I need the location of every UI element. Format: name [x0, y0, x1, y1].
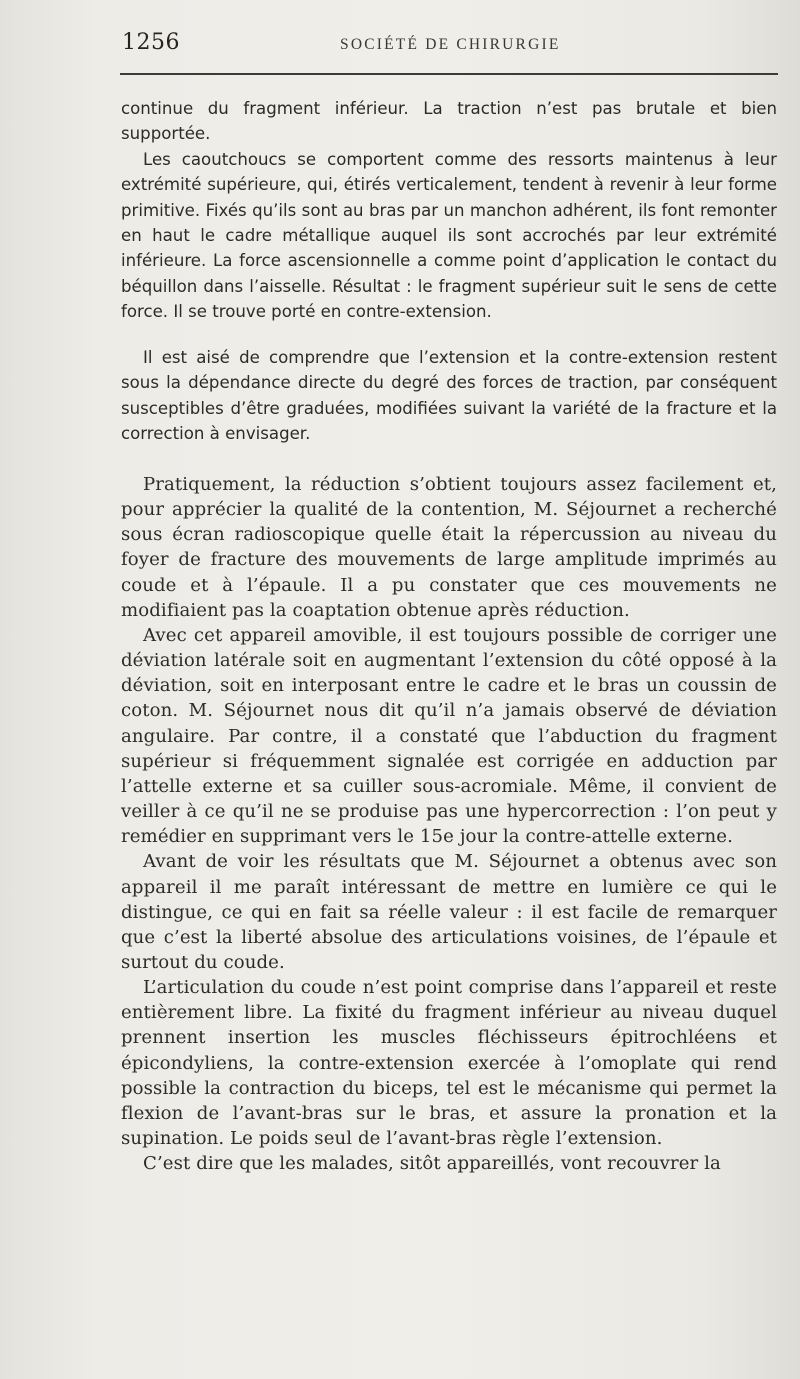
paragraph-2: Les caoutchoucs se comportent comme des ressorts maintenus à leur extrémité supérieure, qui, étirés verticalement, tendent à revenir à leur forme primitive. Fixés qu’ils sont au bras par un manchon adhérent, ils font remonter en haut le cadre métallique auquel ils sont accrochés par leur extrémité inférieure. La force ascensionnelle a comme point d’application le contact du béquillon dans l’aisselle. Résultat : le fragment supérieur suit le sens de cette force. Il se trouve porté en contre-extension.: [121, 149, 777, 322]
page-header: [120, 30, 780, 64]
paragraph-7: L’articulation du coude n’est point comprise dans l’appareil et reste entièrement libre. La fixité du fragment inférieur au niveau duquel prennent insertion les muscles fléchisseurs épitrochléens et épicondyliens, la contre-extension exercée à l’omoplate qui rend possible la contraction du biceps, tel est le mécanisme qui permet la flexion de l’avant-bras sur le bras, et assure la pronation et la supination. Le poids seul de l’avant-bras règle l’extension.: [121, 977, 777, 1150]
paragraph-1: continue du fragment inférieur. La traction n’est pas brutale et bien supportée.: [121, 99, 777, 144]
paragraph-6: Avant de voir les résultats que M. Séjournet a obtenus avec son appareil il me paraît intéressant de mettre en lumière ce qui le distingue, ce qui en fait sa réelle valeur : il est facile de remarquer que c’est la liberté absolue des articulations voisines, de l’épaule et surtout du coude.: [121, 851, 777, 973]
paragraph-3: Il est aisé de comprendre que l’extension et la contre-extension restent sous la dépendance directe du degré des forces de traction, par conséquent susceptibles d’être graduées, modifiées suivant la variété de la fracture et la correction à envisager.: [121, 348, 777, 444]
text-block-large: [121, 472, 777, 1176]
text-block-small-1: [121, 96, 777, 325]
header-rule: [120, 73, 778, 75]
paragraph-4: Pratiquement, la réduction s’obtient toujours assez facilement et, pour apprécier la qualité de la contention, M. Séjournet a recherché sous écran radioscopique quelle était la répercussion au niveau du foyer de fracture des mouvements de large amplitude imprimés au coude et à l’épaule. Il a pu constater que ces mouvements ne modifiaient pas la coaptation obtenue après réduction.: [121, 474, 777, 621]
paragraph-8: C’est dire que les malades, sitôt appareillés, vont recouvrer la: [143, 1153, 721, 1175]
page-number: 1256: [122, 30, 180, 55]
paragraph-5: Avec cet appareil amovible, il est toujours possible de corriger une déviation latérale soit en augmentant l’extension du côté opposé à la déviation, soit en interposant entre le cadre et le bras un coussin de coton. M. Séjournet nous dit qu’il n’a jamais observé de déviation angulaire. Par contre, il a constaté que l’abduction du fragment supérieur si fréquemment signalée est corrigée en adduction par l’attelle externe et sa cuiller sous-acromiale. Même, il convient de veiller à ce qu’il ne se produise pas une hypercorrection : l’on peut y remédier en supprimant vers le 15e jour la contre-attelle externe.: [121, 624, 777, 848]
running-title: SOCIÉTÉ DE CHIRURGIE: [340, 36, 561, 53]
text-block-small-2: [121, 345, 777, 447]
